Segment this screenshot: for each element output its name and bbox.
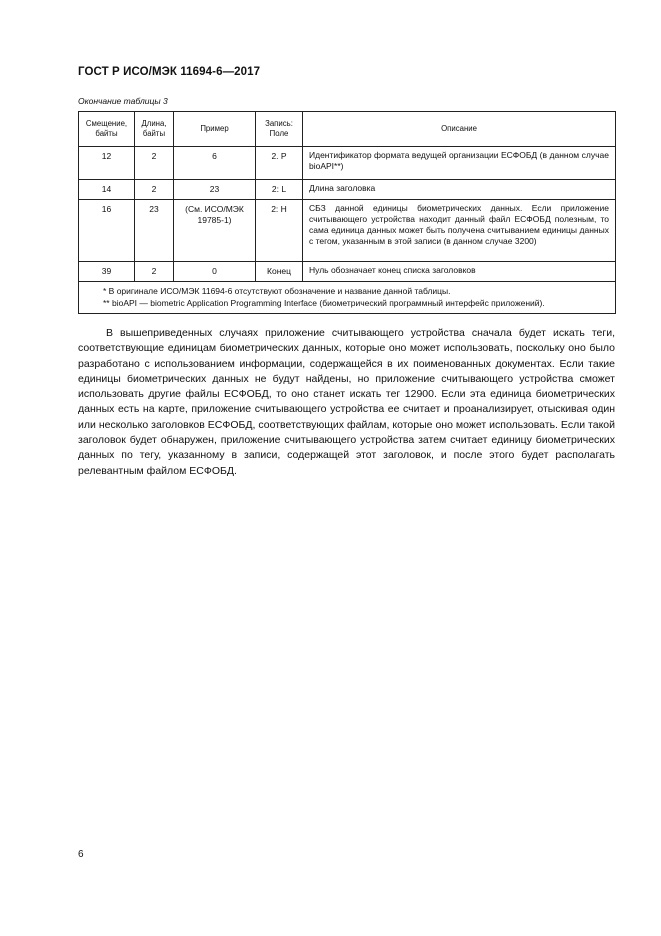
header-offset: Смещение, байты xyxy=(79,112,135,147)
table-row xyxy=(79,180,616,200)
cell-offset: 14 xyxy=(79,180,135,200)
cell-offset: 39 xyxy=(79,262,135,282)
table-row xyxy=(79,147,616,180)
header-record: Запись: Поле xyxy=(256,112,303,147)
table-footnotes-row xyxy=(79,282,616,314)
cell-example: 0 xyxy=(174,262,256,282)
header-example: Пример xyxy=(174,112,256,147)
table-caption: Окончание таблицы 3 xyxy=(78,96,168,106)
header-length: Длина, байты xyxy=(135,112,174,147)
cell-description: Идентификатор формата ведущей организации ЕСФОБД (в данном случае bioAPI**) xyxy=(303,147,616,180)
cell-offset: 12 xyxy=(79,147,135,180)
table-footnotes xyxy=(79,282,616,314)
table-header-row xyxy=(79,112,616,147)
cell-length: 2 xyxy=(135,147,174,180)
footnote-1: * В оригинале ИСО/МЭК 11694-6 отсутствуют обозначение и название данной таблицы. xyxy=(103,286,451,296)
cell-record: 2: L xyxy=(256,180,303,200)
cell-record: Конец xyxy=(256,262,303,282)
cell-record: 2: H xyxy=(256,200,303,262)
data-table xyxy=(78,111,616,314)
cell-offset: 16 xyxy=(79,200,135,262)
cell-description: Длина заголовка xyxy=(303,180,616,200)
cell-description: СБЗ данной единицы биометрических данных. Если приложение считывающего устройства находит данный файл ЕСФОБД полезным, то сама единица данных может быть получена считыванием единицы данных с тегом, указанным в этой записи (в данном случае 3200) xyxy=(303,200,616,262)
cell-length: 23 xyxy=(135,200,174,262)
table-row xyxy=(79,262,616,282)
cell-example: 6 xyxy=(174,147,256,180)
table-row xyxy=(79,200,616,262)
cell-record: 2. P xyxy=(256,147,303,180)
body-text xyxy=(78,326,615,479)
body-paragraph: В вышеприведенных случаях приложение считывающего устройства сначала будет искать теги, соответствующие единицам биометрических данных, которые оно может использовать, поскольку оно было разработано с использованием информации, содержащейся в их поименованных документах. Если такие единицы биометрических данных не будут найдены, но приложение считывающего устройства сможет использовать другие файлы ЕСФОБД, то оно станет искать тег 12900. Если эта единица биометрических данных есть на карте, приложение считывающего устройства ее считает и проанализирует, отыскивая один или несколько заголовков ЕСФОБД, соответствующих файлам, которые оно может использовать. Если такой заголовок будет обнаружен, приложение считывающего устройства затем считает единицу биометрических данных по тегу, указанному в записи, содержащей этот заголовок, и после этого будет располагать релевантным файлом ЕСФОБД. xyxy=(78,327,615,477)
header-description: Описание xyxy=(303,112,616,147)
cell-length: 2 xyxy=(135,262,174,282)
cell-description: Нуль обозначает конец списка заголовков xyxy=(303,262,616,282)
page-number: 6 xyxy=(78,849,84,860)
document-title: ГОСТ Р ИСО/МЭК 11694-6—2017 xyxy=(78,66,261,78)
cell-example: (См. ИСО/МЭК 19785-1) xyxy=(174,200,256,262)
footnote-2: ** bioAPI — biometric Application Programming Interface (биометрический программный интерфейс приложений). xyxy=(103,298,545,308)
cell-length: 2 xyxy=(135,180,174,200)
cell-example: 23 xyxy=(174,180,256,200)
